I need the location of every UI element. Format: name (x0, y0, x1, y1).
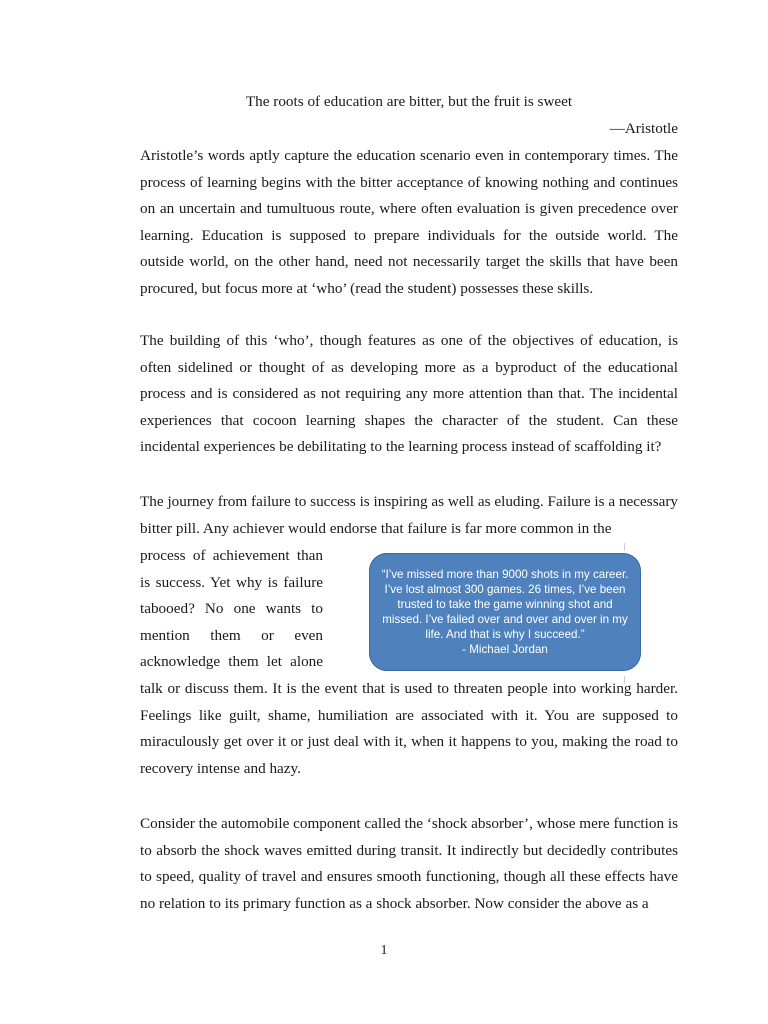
callout-attribution: - Michael Jordan (462, 643, 548, 656)
callout-quote-text: “I’ve missed more than 9000 shots in my career. I’ve lost almost 300 games. 26 times, I’ve been trusted to take the game winning shot and missed. I’ve failed over and over and over in my life. And that is why I succeed.” (381, 568, 629, 641)
page-number: 1 (380, 943, 388, 958)
paragraph-3-head: The journey from failure to success is inspiring as well as eluding. Failure is a necessary bitter pill. Any achiever would endorse that failure is far more common in the (140, 493, 678, 537)
wrapped-line: acknowledge them let alone (140, 653, 323, 671)
callout-frame-mark (624, 543, 625, 551)
pull-quote-callout (369, 553, 641, 671)
paragraph-2: The building of this ‘who’, though features as one of the objectives of education, is often sidelined or thought of as developing more as a byproduct of the educational process and is considered as not requiring any more attention than that. The incidental experiences that cocoon learning shapes the character of the student. Can these incidental experiences be debilitating to the learning process instead of scaffolding it? (140, 332, 678, 456)
wrapped-line: tabooed? No one wants to (140, 600, 323, 618)
paragraph-1: Aristotle’s words aptly capture the education scenario even in contemporary times. The process of learning begins with the bitter acceptance of knowing nothing and continues on an uncertain and tumultuous route, where often evaluation is given precedence over learning. Education is supposed to prepare individuals for the outside world. The outside world, on the other hand, need not necessarily target the skills that have been procured, but focus more at ‘who’ (read the student) possesses these skills. (140, 147, 678, 297)
paragraph-3-wrapped-lines (140, 543, 323, 676)
epigraph-quote: The roots of education are bitter, but the fruit is sweet (245, 93, 573, 110)
wrapped-line: process of achievement than (140, 547, 323, 564)
wrapped-line: mention them or even (140, 626, 323, 644)
paragraph-4: Consider the automobile component called the ‘shock absorber’, whose mere function is to absorb the shock waves emitted during transit. It indirectly but decidedly contributes to speed, quality of travel and ensures smooth functioning, though all these effects have no relation to its primary function as a shock absorber. Now consider the above as a (140, 815, 678, 912)
wrapped-line: is success. Yet why is failure (140, 573, 323, 591)
epigraph-author: —Aristotle (609, 120, 678, 137)
paragraph-3-tail: talk or discuss them. It is the event that is used to threaten people into working harder. Feelings like guilt, shame, humiliation are associated with it. You are supposed to miraculously get over it or just deal with it, when it happens to you, making the road to recovery intense and hazy. (140, 680, 678, 777)
